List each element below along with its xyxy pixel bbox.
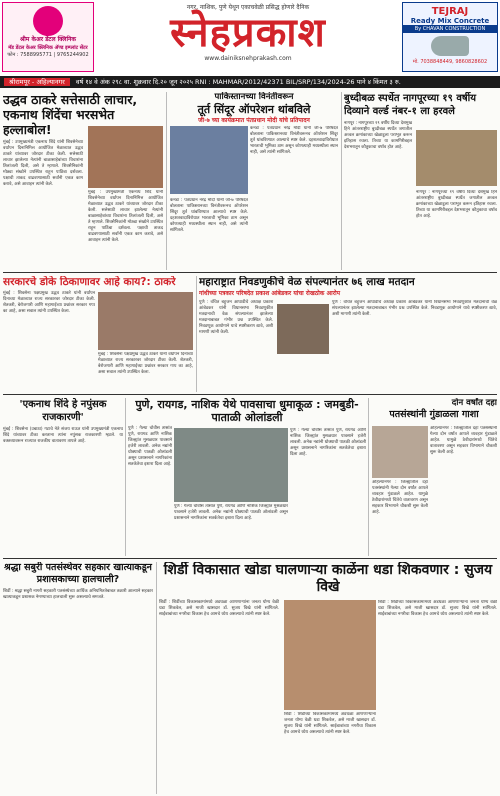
tagline: नगर, नाशिक, पुणे येथून एकाचवेळी प्रसिद्ध होणारे दैनिक (186, 4, 310, 11)
ambedkar-photo (277, 304, 329, 354)
rain-photo (174, 428, 288, 502)
headline: तूर्त सिंदूर ऑपरेशन थांबविले (197, 103, 311, 116)
story-body-continued: पुणे : गेल्या चोवीस तासांत पुणे, रायगड आणि नाशिक जिल्ह्यांत मुसळधार पावसाने हजेरी लावली. अनेक नद्यांनी धोक्याची पातळी ओलांडली असून प्रशासनाने नागरिकांना सतर्कतेचा इशारा दिला आहे. (290, 428, 366, 457)
story-body-continued: पुणे : गेल्या चोवीस तासांत पुणे, रायगड आणि नाशिक जिल्ह्यांत मुसळधार पावसाने हजेरी लावली. अनेक नद्यांनी धोक्याची पातळी ओलांडली असून प्रशासनाने नागरिकांना सतर्कतेचा इशारा दिला आहे. (174, 504, 288, 521)
subheadline: जी-७ च्या कार्यक्रमात पंतप्रधान मोदी यांचे प्रतिपादन (198, 117, 310, 124)
story-body: अहिल्यानगर : जिल्ह्यातील दहा पतसंस्थांनी गेल्या दोन वर्षांत आपले व्यवहार गुंडाळले आहेत. यामुळे ठेवीदारांमध्ये चिंतेचे वातावरण असून सहकार विभागाने चौकशी सुरू केली आहे. (430, 426, 497, 455)
story-vikhe-continued (378, 600, 497, 794)
subheadline: गांधीच्या पत्रकार परिषदेत प्रकाश आंबेडकर यांचा रोखठोक आरोप (199, 290, 341, 297)
column-divider (196, 276, 197, 392)
divya-photo (416, 130, 497, 186)
right-ad-band: By CHAVAN CONSTRUCTION (403, 25, 497, 33)
story-patsanstha-body (430, 426, 497, 556)
column-divider (166, 92, 167, 270)
story-body-continued: मुंबई : उपमुख्यमंत्री एकनाथ शिंदे यांनी शिवसेनेच्या वर्धापन दिनानिमित्त आयोजित मेळाव्यात उद्धव ठाकरे यांच्यावर जोरदार टीका केली. सत्तेसाठी लाचार झालेल्या नेत्यांनी बाळासाहेबांच्या विचारांना तिलांजली दिली, असे ते म्हणाले. शिवसैनिकांनी मोठ्या संख्येने उपस्थित राहून पाठिंबा दर्शवला. पक्षाची ताकद वाढवण्यासाठी सर्वांनी एकत्र काम करावे, असे आवाहन त्यांनी केले. (88, 190, 163, 243)
story-body-continued: मुंबई : शिवसेना पक्षप्रमुख उद्धव ठाकरे यांनी वर्धापन दिनाच्या मेळाव्यात राज्य सरकारवर जोरदार टीका केली. शेतकरी, बेरोजगारी आणि महागाईच्या प्रश्नांवर सरकार गप्प का आहे, असा सवाल त्यांनी उपस्थित केला. (98, 352, 193, 375)
title-block (96, 0, 400, 76)
dateline-strip (0, 76, 500, 88)
story-vikhe-continued-2 (284, 712, 376, 794)
headline: उद्धव ठाकरे सत्तेसाठी लाचार, एकनाथ शिंदेंचा भरसभेत हल्लाबोल! (3, 92, 138, 137)
story-body: नागपूर : नागपूरच्या १९ वर्षीय दिव्या देशमुख हिने आंतरराष्ट्रीय बुध्दीबळ स्पर्धेत जगातील अव्वल क्रमांकाच्या खेळाडूला पराभूत करून इतिहास रचला. तिच्या या कामगिरीबद्दल देशभरातून कौतुकाचा वर्षाव होत आहे. (344, 121, 412, 150)
story-shinde-continued (88, 190, 163, 270)
story-body: मुंबई : शिवसेना (उबाठा) गटाचे नेते संजय राऊत यांनी उपमुख्यमंत्री एकनाथ शिंदे यांच्यावर टीका करताना त्यांना नपुंसक राजकारणी म्हटले. या वक्तव्यावरून राज्यात राजकीय वातावरण तापले आहे. (3, 427, 123, 444)
right-ad-name: TEJRAJ (431, 6, 469, 17)
section-divider (3, 558, 497, 559)
mixer-truck-icon (431, 36, 469, 56)
bank-photo (372, 426, 428, 478)
headline: बुध्दीबळ स्पर्धेत नागपूरच्या १९ वर्षीय दिव्याने वर्ल्ड नंबर-१ ला हरवले (344, 93, 477, 117)
shinde-photo (88, 126, 163, 188)
story-body: शिर्डी : शिर्डीच्या विकासकामांमध्ये अडथळा आणणाऱ्यांना जनता योग्य वेळी धडा शिकवेल, असे माजी खासदार डॉ. सुजय विखे यांनी सांगितले. साईबाबांच्या नगरीचा विकास हेच आमचे ध्येय असल्याचे त्यांनी स्पष्ट केले. (159, 600, 279, 617)
story-body: मुंबई : उपमुख्यमंत्री एकनाथ शिंदे यांनी शिवसेनेच्या वर्धापन दिनानिमित्त आयोजित मेळाव्यात उद्धव ठाकरे यांच्यावर जोरदार टीका केली. सत्तेसाठी लाचार झालेल्या नेत्यांनी बाळासाहेबांच्या विचारांना तिलांजली दिली, असे ते म्हणाले. शिवसैनिकांनी मोठ्या संख्येने उपस्थित राहून पाठिंबा दर्शवला. पक्षाची ताकद वाढवण्यासाठी सर्वांनी एकत्र काम करावे, असे आवाहन त्यांनी केले. (3, 140, 83, 187)
story-body: पुणे : वंचित बहुजन आघाडीचे अध्यक्ष प्रकाश आंबेडकर यांनी विधानसभा निवडणुकीत मतदानाची वेळ संपल्यानंतर झालेल्या मतदानाबाबत गंभीर प्रश्न उपस्थित केले. निवडणूक आयोगाने याचे स्पष्टीकरण द्यावे, अशी मागणी त्यांनी केली. (199, 300, 273, 335)
headline: शिर्डी विकासात खोडा घालणाऱ्या काळेंना धडा शिकवणार : सुजय विखे (163, 562, 493, 595)
column-divider (341, 92, 342, 270)
dental-clinic-ad[interactable] (2, 2, 94, 72)
story-napunsak[interactable] (3, 398, 123, 556)
edition-label: श्रीरामपूर - अहिल्यानगर (4, 78, 70, 86)
vikhe-photo (284, 600, 376, 710)
story-sindoor-body (250, 126, 338, 270)
right-ad-phone: मो. 7038848449, 9860828602 (412, 59, 488, 65)
headline: महाराष्ट्रात निवडणुकीचे वेळ संपल्यानंतर ७६ लाख मतदान (199, 276, 415, 288)
story-body-continued: शिर्डी : शिर्डीच्या विकासकामांमध्ये अडथळा आणणाऱ्यांना जनता योग्य वेळी धडा शिकवेल, असे माजी खासदार डॉ. सुजय विखे यांनी सांगितले. साईबाबांच्या नगरीचा विकास हेच आमचे ध्येय असल्याचे त्यांनी स्पष्ट केले. (378, 600, 497, 617)
story-body-continued: कॅनडा : पंतप्रधान नरेंद्र मोदी यांनी जी-७ परिषदेत बोलताना पाकिस्तानच्या विनंतीवरूनच ऑपरेशन सिंदूर तूर्त थांबविण्यात आल्याचे स्पष्ट केले. दहशतवादाविरोधात भारताची भूमिका ठाम असून कोणत्याही मध्यस्थीला स्थान नाही, असे त्यांनी सांगितले. (170, 198, 248, 233)
masthead (0, 0, 500, 76)
clinic-logo-icon (33, 6, 63, 36)
story-body-continued: नागपूर : नागपूरच्या १९ वर्षीय दिव्या देशमुख हिने आंतरराष्ट्रीय बुध्दीबळ स्पर्धेत जगातील अव्वल क्रमांकाच्या खेळाडूला पराभूत करून इतिहास रचला. तिच्या या कामगिरीबद्दल देशभरातून कौतुकाचा वर्षाव होत आहे. (416, 190, 497, 219)
story-voting-continued (332, 300, 497, 392)
story-body-continued: अहिल्यानगर : जिल्ह्यातील दहा पतसंस्थांनी गेल्या दोन वर्षांत आपले व्यवहार गुंडाळले आहेत. यामुळे ठेवीदारांमध्ये चिंतेचे वातावरण असून सहकार विभागाने चौकशी सुरू केली आहे. (372, 480, 428, 515)
headline: सरकारचे डोके ठिकाणावर आहे काय?: ठाकरे (3, 276, 176, 288)
left-ad-subtitle: मॅड डेंटल केअर क्लिनिक ॲण्ड इम्प्लांट सेंटर (8, 45, 88, 51)
story-patsanstha-body-2 (372, 480, 428, 556)
section-divider (3, 272, 497, 273)
column-divider (156, 562, 157, 794)
story-shraddha-saburi[interactable] (3, 562, 153, 794)
modi-photo (170, 126, 248, 194)
story-sindoor-body-2 (170, 198, 248, 270)
story-rain-continued-2 (174, 504, 288, 556)
story-body: पुणे : गेल्या चोवीस तासांत पुणे, रायगड आणि नाशिक जिल्ह्यांत मुसळधार पावसाने हजेरी लावली. अनेक नद्यांनी धोक्याची पातळी ओलांडली असून प्रशासनाने नागरिकांना सतर्कतेचा इशारा दिला आहे. (128, 426, 172, 467)
left-ad-title: श्रीम केअर डेंटल क्लिनिक (20, 36, 76, 43)
concrete-ad[interactable] (402, 2, 498, 72)
story-body-continued: पुणे : वंचित बहुजन आघाडीचे अध्यक्ष प्रकाश आंबेडकर यांनी विधानसभा निवडणुकीत मतदानाची वेळ संपल्यानंतर झालेल्या मतदानाबाबत गंभीर प्रश्न उपस्थित केले. निवडणूक आयोगाने याचे स्पष्टीकरण द्यावे, अशी मागणी त्यांनी केली. (332, 300, 497, 317)
issue-info: वर्ष १४ वे अंक २९८ वा. शुक्रवार दि.२० जून २०२५ RNI : MAHMAR/2012/42371 BIL/SRP/134/2024-26 पाने ४ किंमत ३ रु. (75, 78, 401, 86)
right-ad-subtitle: Ready Mix Concrete (410, 17, 490, 25)
story-thackeray-continued (98, 352, 193, 392)
column-divider (368, 398, 369, 556)
story-body: शिर्डी : श्रद्धा सबुरी नागरी सहकारी पतसंस्थेच्या आर्थिक अनियमिततेबाबत तक्रारी आल्याने सहकार खात्याकडून प्रशासक नेमण्याच्या हालचाली सुरू असल्याचे समजते. (3, 589, 153, 600)
thackeray-photo (98, 292, 193, 350)
newspaper-title: स्नेहप्रकाश (170, 9, 326, 56)
story-body: कॅनडा : पंतप्रधान नरेंद्र मोदी यांनी जी-७ परिषदेत बोलताना पाकिस्तानच्या विनंतीवरूनच ऑपरेशन सिंदूर तूर्त थांबविण्यात आल्याचे स्पष्ट केले. दहशतवादाविरोधात भारताची भूमिका ठाम असून कोणत्याही मध्यस्थीला स्थान नाही, असे त्यांनी सांगितले. (250, 126, 338, 155)
story-body-continued: शिर्डी : शिर्डीच्या विकासकामांमध्ये अडथळा आणणाऱ्यांना जनता योग्य वेळी धडा शिकवेल, असे माजी खासदार डॉ. सुजय विखे यांनी सांगितले. साईबाबांच्या नगरीचा विकास हेच आमचे ध्येय असल्याचे त्यांनी स्पष्ट केले. (284, 712, 376, 735)
headline: 'एकनाथ शिंदे हे नपुंसक राजकारणी' (19, 399, 107, 423)
headline: पतसंस्थांनी गुंडाळला गाशा (389, 409, 479, 420)
section-divider (3, 394, 497, 395)
story-divya-continued (416, 190, 497, 270)
kicker: पाकिस्तानच्या विनंतीवरून (214, 92, 294, 102)
website[interactable]: www.dainiksnehprakash.com (204, 55, 292, 62)
left-ad-phone: फोन : 7588995771 | 9765244902 (7, 52, 89, 58)
story-body: मुंबई : शिवसेना पक्षप्रमुख उद्धव ठाकरे यांनी वर्धापन दिनाच्या मेळाव्यात राज्य सरकारवर जोरदार टीका केली. शेतकरी, बेरोजगारी आणि महागाईच्या प्रश्नांवर सरकार गप्प का आहे, असा सवाल त्यांनी उपस्थित केला. (3, 291, 95, 314)
headline: पुणे, रायगड, नाशिक येथे पावसाचा धुमाकूळ : जमबुडी-पाताळी ओलांडली (135, 398, 359, 424)
column-divider (125, 398, 126, 556)
kicker: दोन वर्षांत दहा (451, 398, 497, 408)
story-rain-continued (290, 428, 366, 556)
headline: श्रद्धा सबुरी पतसंस्थेवर सहकार खात्याकडून प्रशासकाच्या हालचाली? (4, 562, 152, 585)
